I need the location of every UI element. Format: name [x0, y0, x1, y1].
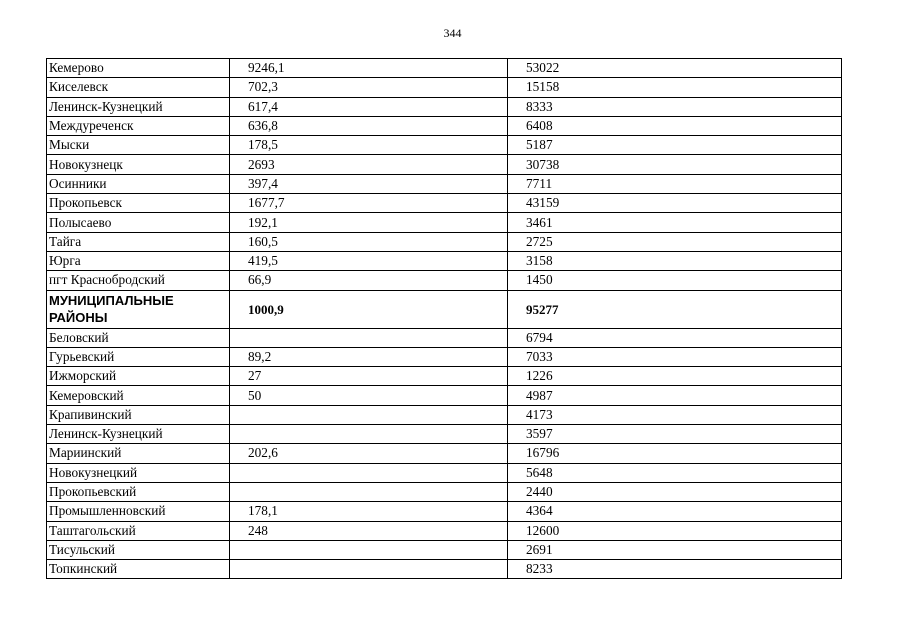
row-name-cell: Таштагольский	[47, 521, 230, 540]
row-name-cell: Ленинск-Кузнецкий	[47, 97, 230, 116]
table-body	[47, 59, 842, 579]
row-name-cell: Крапивинский	[47, 405, 230, 424]
table-row	[47, 463, 842, 482]
row-value-2-cell: 30738	[508, 155, 842, 174]
row-name-cell: Промышленновский	[47, 502, 230, 521]
row-name-cell: Кемерово	[47, 59, 230, 78]
row-value-1-cell	[230, 328, 508, 347]
table-row	[47, 251, 842, 270]
row-value-1-cell	[230, 425, 508, 444]
row-name-cell: Гурьевский	[47, 347, 230, 366]
table-row	[47, 116, 842, 135]
row-value-1-cell: 178,1	[230, 502, 508, 521]
table-row	[47, 444, 842, 463]
table-row	[47, 155, 842, 174]
row-value-2-cell: 8233	[508, 560, 842, 579]
row-name-cell: Мариинский	[47, 444, 230, 463]
row-value-1-cell	[230, 560, 508, 579]
table-row	[47, 482, 842, 501]
table-row	[47, 521, 842, 540]
table-group-row	[47, 290, 842, 328]
row-value-1-cell: 419,5	[230, 251, 508, 270]
row-value-1-cell	[230, 463, 508, 482]
page-number: 344	[443, 26, 462, 40]
row-value-2-cell: 4364	[508, 502, 842, 521]
row-value-1-cell: 9246,1	[230, 59, 508, 78]
row-value-1-cell: 1677,7	[230, 194, 508, 213]
row-value-1-cell: 202,6	[230, 444, 508, 463]
row-value-1-cell: 66,9	[230, 271, 508, 290]
row-value-2-cell: 3461	[508, 213, 842, 232]
row-value-2-cell: 4173	[508, 405, 842, 424]
municipal-data-table	[46, 58, 842, 579]
row-value-2-cell: 2440	[508, 482, 842, 501]
row-value-2-cell: 8333	[508, 97, 842, 116]
row-value-2-cell: 2691	[508, 540, 842, 559]
row-name-cell: Беловский	[47, 328, 230, 347]
row-value-1-cell	[230, 482, 508, 501]
row-name-cell: Ижморский	[47, 367, 230, 386]
row-name-cell: Мыски	[47, 136, 230, 155]
row-name-cell: пгт Краснобродский	[47, 271, 230, 290]
row-value-2-cell: 5187	[508, 136, 842, 155]
row-name-cell: Ленинск-Кузнецкий	[47, 425, 230, 444]
row-name-cell: Тисульский	[47, 540, 230, 559]
table-row	[47, 59, 842, 78]
table-row	[47, 367, 842, 386]
row-value-2-cell: 3597	[508, 425, 842, 444]
row-name-cell: Кемеровский	[47, 386, 230, 405]
row-name-cell: Юрга	[47, 251, 230, 270]
table-row	[47, 347, 842, 366]
table-row	[47, 174, 842, 193]
table-row	[47, 194, 842, 213]
table-row	[47, 271, 842, 290]
row-name-cell: Междуреченск	[47, 116, 230, 135]
row-value-2-cell: 1226	[508, 367, 842, 386]
table-row	[47, 425, 842, 444]
row-value-2-cell: 7033	[508, 347, 842, 366]
row-name-cell: Тайга	[47, 232, 230, 251]
row-value-1-cell	[230, 540, 508, 559]
table-row	[47, 97, 842, 116]
table-row	[47, 78, 842, 97]
row-value-1-cell: 192,1	[230, 213, 508, 232]
row-value-1-cell: 702,3	[230, 78, 508, 97]
row-value-2-cell: 95277	[508, 290, 842, 328]
row-value-2-cell: 53022	[508, 59, 842, 78]
row-name-cell: Топкинский	[47, 560, 230, 579]
row-value-1-cell: 2693	[230, 155, 508, 174]
row-value-1-cell: 617,4	[230, 97, 508, 116]
row-value-1-cell	[230, 405, 508, 424]
row-value-2-cell: 6408	[508, 116, 842, 135]
row-value-2-cell: 3158	[508, 251, 842, 270]
row-value-1-cell: 89,2	[230, 347, 508, 366]
row-value-2-cell: 43159	[508, 194, 842, 213]
row-value-2-cell: 1450	[508, 271, 842, 290]
row-name-cell: Новокузнецк	[47, 155, 230, 174]
row-value-2-cell: 15158	[508, 78, 842, 97]
row-value-2-cell: 5648	[508, 463, 842, 482]
row-value-2-cell: 2725	[508, 232, 842, 251]
row-value-2-cell: 6794	[508, 328, 842, 347]
row-value-1-cell: 397,4	[230, 174, 508, 193]
table-row	[47, 328, 842, 347]
row-value-1-cell: 27	[230, 367, 508, 386]
row-value-1-cell: 636,8	[230, 116, 508, 135]
table-row	[47, 540, 842, 559]
table-row	[47, 560, 842, 579]
row-value-1-cell: 178,5	[230, 136, 508, 155]
table-row	[47, 386, 842, 405]
row-name-cell: Прокопьевский	[47, 482, 230, 501]
row-value-1-cell: 1000,9	[230, 290, 508, 328]
row-name-cell: МУНИЦИПАЛЬНЫЕ РАЙОНЫ	[47, 290, 230, 328]
row-value-2-cell: 16796	[508, 444, 842, 463]
row-name-cell: Полысаево	[47, 213, 230, 232]
table-row	[47, 213, 842, 232]
row-value-1-cell: 248	[230, 521, 508, 540]
row-name-cell: Киселевск	[47, 78, 230, 97]
row-value-1-cell: 160,5	[230, 232, 508, 251]
row-value-2-cell: 4987	[508, 386, 842, 405]
table-row	[47, 502, 842, 521]
table-row	[47, 405, 842, 424]
row-value-1-cell: 50	[230, 386, 508, 405]
table-row	[47, 136, 842, 155]
row-value-2-cell: 12600	[508, 521, 842, 540]
row-name-cell: Прокопьевск	[47, 194, 230, 213]
row-name-cell: Осинники	[47, 174, 230, 193]
table-row	[47, 232, 842, 251]
row-value-2-cell: 7711	[508, 174, 842, 193]
row-name-cell: Новокузнецкий	[47, 463, 230, 482]
